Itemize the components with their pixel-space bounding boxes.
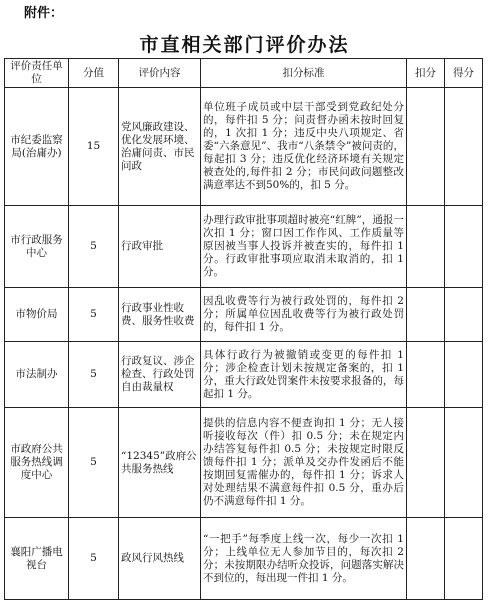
row-unit: 市政府公共服务热线调度中心: [5, 408, 69, 518]
row-deduct: [407, 408, 445, 518]
row-deduct: [407, 342, 445, 408]
header-content: 评价内容: [119, 59, 201, 88]
row-criteria: 办理行政审批事项超时被亮“红牌”，通报一次扣 1 分；窗口因工作作风、工作质量等原因被当事人投诉并被查实的，每件扣 1 分。行政审批事项应取消未取消的，扣 1 分。: [201, 206, 407, 288]
table-row: [5, 518, 483, 600]
row-score: 15: [69, 88, 119, 206]
table-row: [5, 342, 483, 408]
row-criteria: 单位班子成员或中层干部受到党政纪处分的，每件扣 5 分；问责督办函未按时回复的，1 次扣 1 分；违反中央八项规定、省委“六条意见”、我市“八条禁令”被问责的，每起扣 3 分；违反优化经济环境有关规定被查处的,每件扣 2 分；市民问政问题整改满意率达不到50%的，扣 5 分。: [201, 88, 407, 206]
table-row: [5, 288, 483, 342]
row-score: 5: [69, 342, 119, 408]
row-deduct: [407, 206, 445, 288]
row-score: 5: [69, 288, 119, 342]
row-obtained: [445, 206, 483, 288]
row-unit: 市行政服务中心: [5, 206, 69, 288]
row-unit: 市法制办: [5, 342, 69, 408]
row-obtained: [445, 518, 483, 600]
table-header-row: [5, 59, 483, 88]
row-content: 行政事业性收费、服务性收费: [119, 288, 201, 342]
row-score: 5: [69, 518, 119, 600]
attachment-label: 附件：: [24, 6, 64, 21]
row-obtained: [445, 408, 483, 518]
table-row: [5, 408, 483, 518]
row-content: 党风廉政建设、优化发展环境、治庸问责、市民问政: [119, 88, 201, 206]
evaluation-table: [4, 58, 483, 600]
row-obtained: [445, 288, 483, 342]
row-content: 行政审批: [119, 206, 201, 288]
row-criteria: 因乱收费等行为被行政处罚的，每件扣 2 分；所属单位因乱收费等行为被行政处罚的，每件扣 1 分。: [201, 288, 407, 342]
row-criteria: “一把手”每季度上线一次，每少一次扣 1 分；上线单位无人参加节目的，每次扣 2 分；未按期限办结听众投诉，问题落实解决不到位的，每出现一件扣 1 分。: [201, 518, 407, 600]
row-criteria: 具体行政行为被撤销或变更的每件扣 1 分；涉企检查计划未按规定备案的，扣 1 分，重大行政处罚案件未按要求报备的，每起扣 1 分。: [201, 342, 407, 408]
header-obtained: 得分: [445, 59, 483, 88]
row-content: 行政复议、涉企检查、行政处罚自由裁量权: [119, 342, 201, 408]
row-unit: 襄阳广播电视台: [5, 518, 69, 600]
row-obtained: [445, 88, 483, 206]
row-deduct: [407, 288, 445, 342]
table-row: [5, 206, 483, 288]
row-criteria: 提供的信息内容不便查询扣 1 分；无人接听接收每次（件）扣 0.5 分；未在规定内办结答复每件扣 0.5 分；未按规定时限反馈每件扣 1 分；派单及交办件发函后不能按期回复需催办的，每件扣 1 分；诉求人对处理结果不满意每件扣 0.5 分，重办后仍不满意每件扣 1 分。: [201, 408, 407, 518]
document-title: 市直相关部门评价办法: [139, 34, 350, 56]
header-score: 分值: [69, 59, 119, 88]
header-unit: 评价责任单位: [5, 59, 69, 88]
row-obtained: [445, 342, 483, 408]
row-content: 政风行风热线: [119, 518, 201, 600]
row-unit: 市物价局: [5, 288, 69, 342]
header-criteria: 扣分标准: [201, 59, 407, 88]
row-unit: 市纪委监察局(治庸办): [5, 88, 69, 206]
table-row: [5, 88, 483, 206]
row-deduct: [407, 518, 445, 600]
row-score: 5: [69, 206, 119, 288]
row-content: “12345”政府公共服务热线: [119, 408, 201, 518]
row-deduct: [407, 88, 445, 206]
row-score: 5: [69, 408, 119, 518]
header-deduct: 扣分: [407, 59, 445, 88]
